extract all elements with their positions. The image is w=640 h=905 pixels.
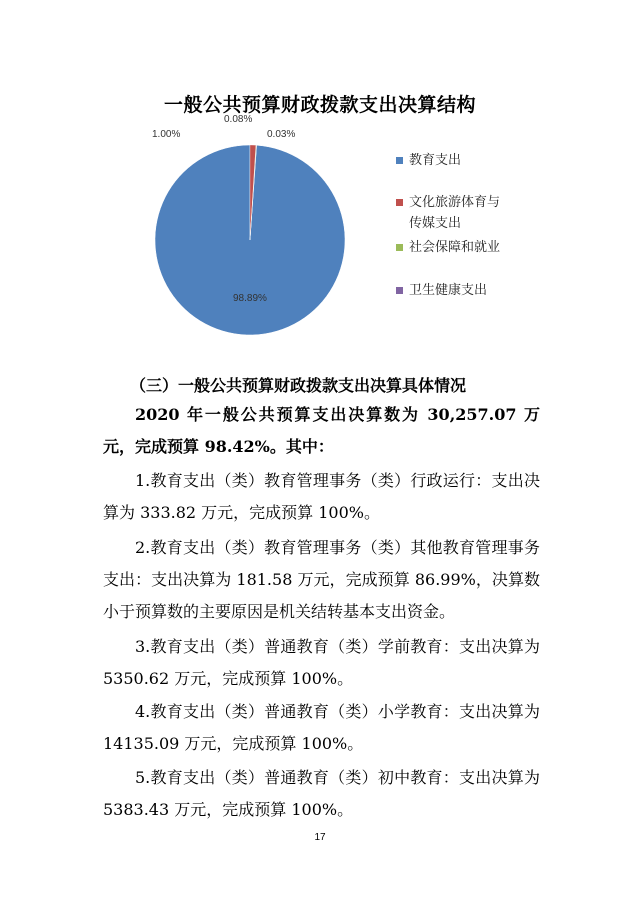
- item-2-paragraph: [103, 532, 540, 628]
- item-5-paragraph: [103, 762, 540, 826]
- legend-swatch-green: [396, 244, 403, 251]
- legend-label-line2: 传媒支出: [409, 216, 462, 231]
- legend-label: 社会保障和就业: [409, 240, 501, 255]
- slice-label-2: 0.08%: [224, 114, 253, 125]
- legend-item-social-security: [396, 237, 546, 258]
- intro-text: 2020 年一般公共预算支出决算数为 30,257.07 万元，完成预算 98.42%。其中：: [103, 405, 540, 456]
- item-2-text: 2.教育支出（类）教育管理事务（类）其他教育管理事务支出：支出决算为 181.58 万元，完成预算 86.99%，决算数小于预算数的主要原因是机关结转基本支出资金。: [103, 538, 540, 621]
- slice-label-3: 0.03%: [267, 129, 296, 140]
- item-3-paragraph: [103, 631, 540, 695]
- legend-label: 文化旅游体育与: [409, 195, 501, 210]
- page-number: 17: [314, 832, 326, 843]
- slice-label-1: 1.00%: [152, 129, 181, 140]
- intro-paragraph: [103, 399, 540, 463]
- legend-item-culture: [396, 192, 546, 234]
- legend-label: 教育支出: [409, 153, 462, 168]
- item-3-text: 3.教育支出（类）普通教育（类）学前教育：支出决算为 5350.62 万元，完成预算 100%。: [103, 637, 540, 688]
- item-4-text: 4.教育支出（类）普通教育（类）小学教育：支出决算为 14135.09 万元，完成预算 100%。: [103, 702, 540, 753]
- legend-swatch-blue: [396, 157, 403, 164]
- legend-item-education: [396, 150, 546, 171]
- legend-swatch-purple: [396, 287, 403, 294]
- item-5-text: 5.教育支出（类）普通教育（类）初中教育：支出决算为 5383.43 万元，完成预算 100%。: [103, 768, 540, 819]
- chart-title: 一般公共预算财政拨款支出决算结构: [163, 94, 476, 116]
- section-heading: （三）一般公共预算财政拨款支出决算具体情况: [130, 376, 467, 395]
- item-1-paragraph: [103, 465, 540, 529]
- item-1-text: 1.教育支出（类）教育管理事务（类）行政运行：支出决算为 333.82 万元，完成预算 100%。: [103, 471, 540, 522]
- legend-swatch-red: [396, 199, 403, 206]
- item-4-paragraph: [103, 696, 540, 760]
- legend-item-health: [396, 280, 546, 301]
- slice-label-0: 98.89%: [233, 293, 267, 304]
- legend-label: 卫生健康支出: [409, 283, 488, 298]
